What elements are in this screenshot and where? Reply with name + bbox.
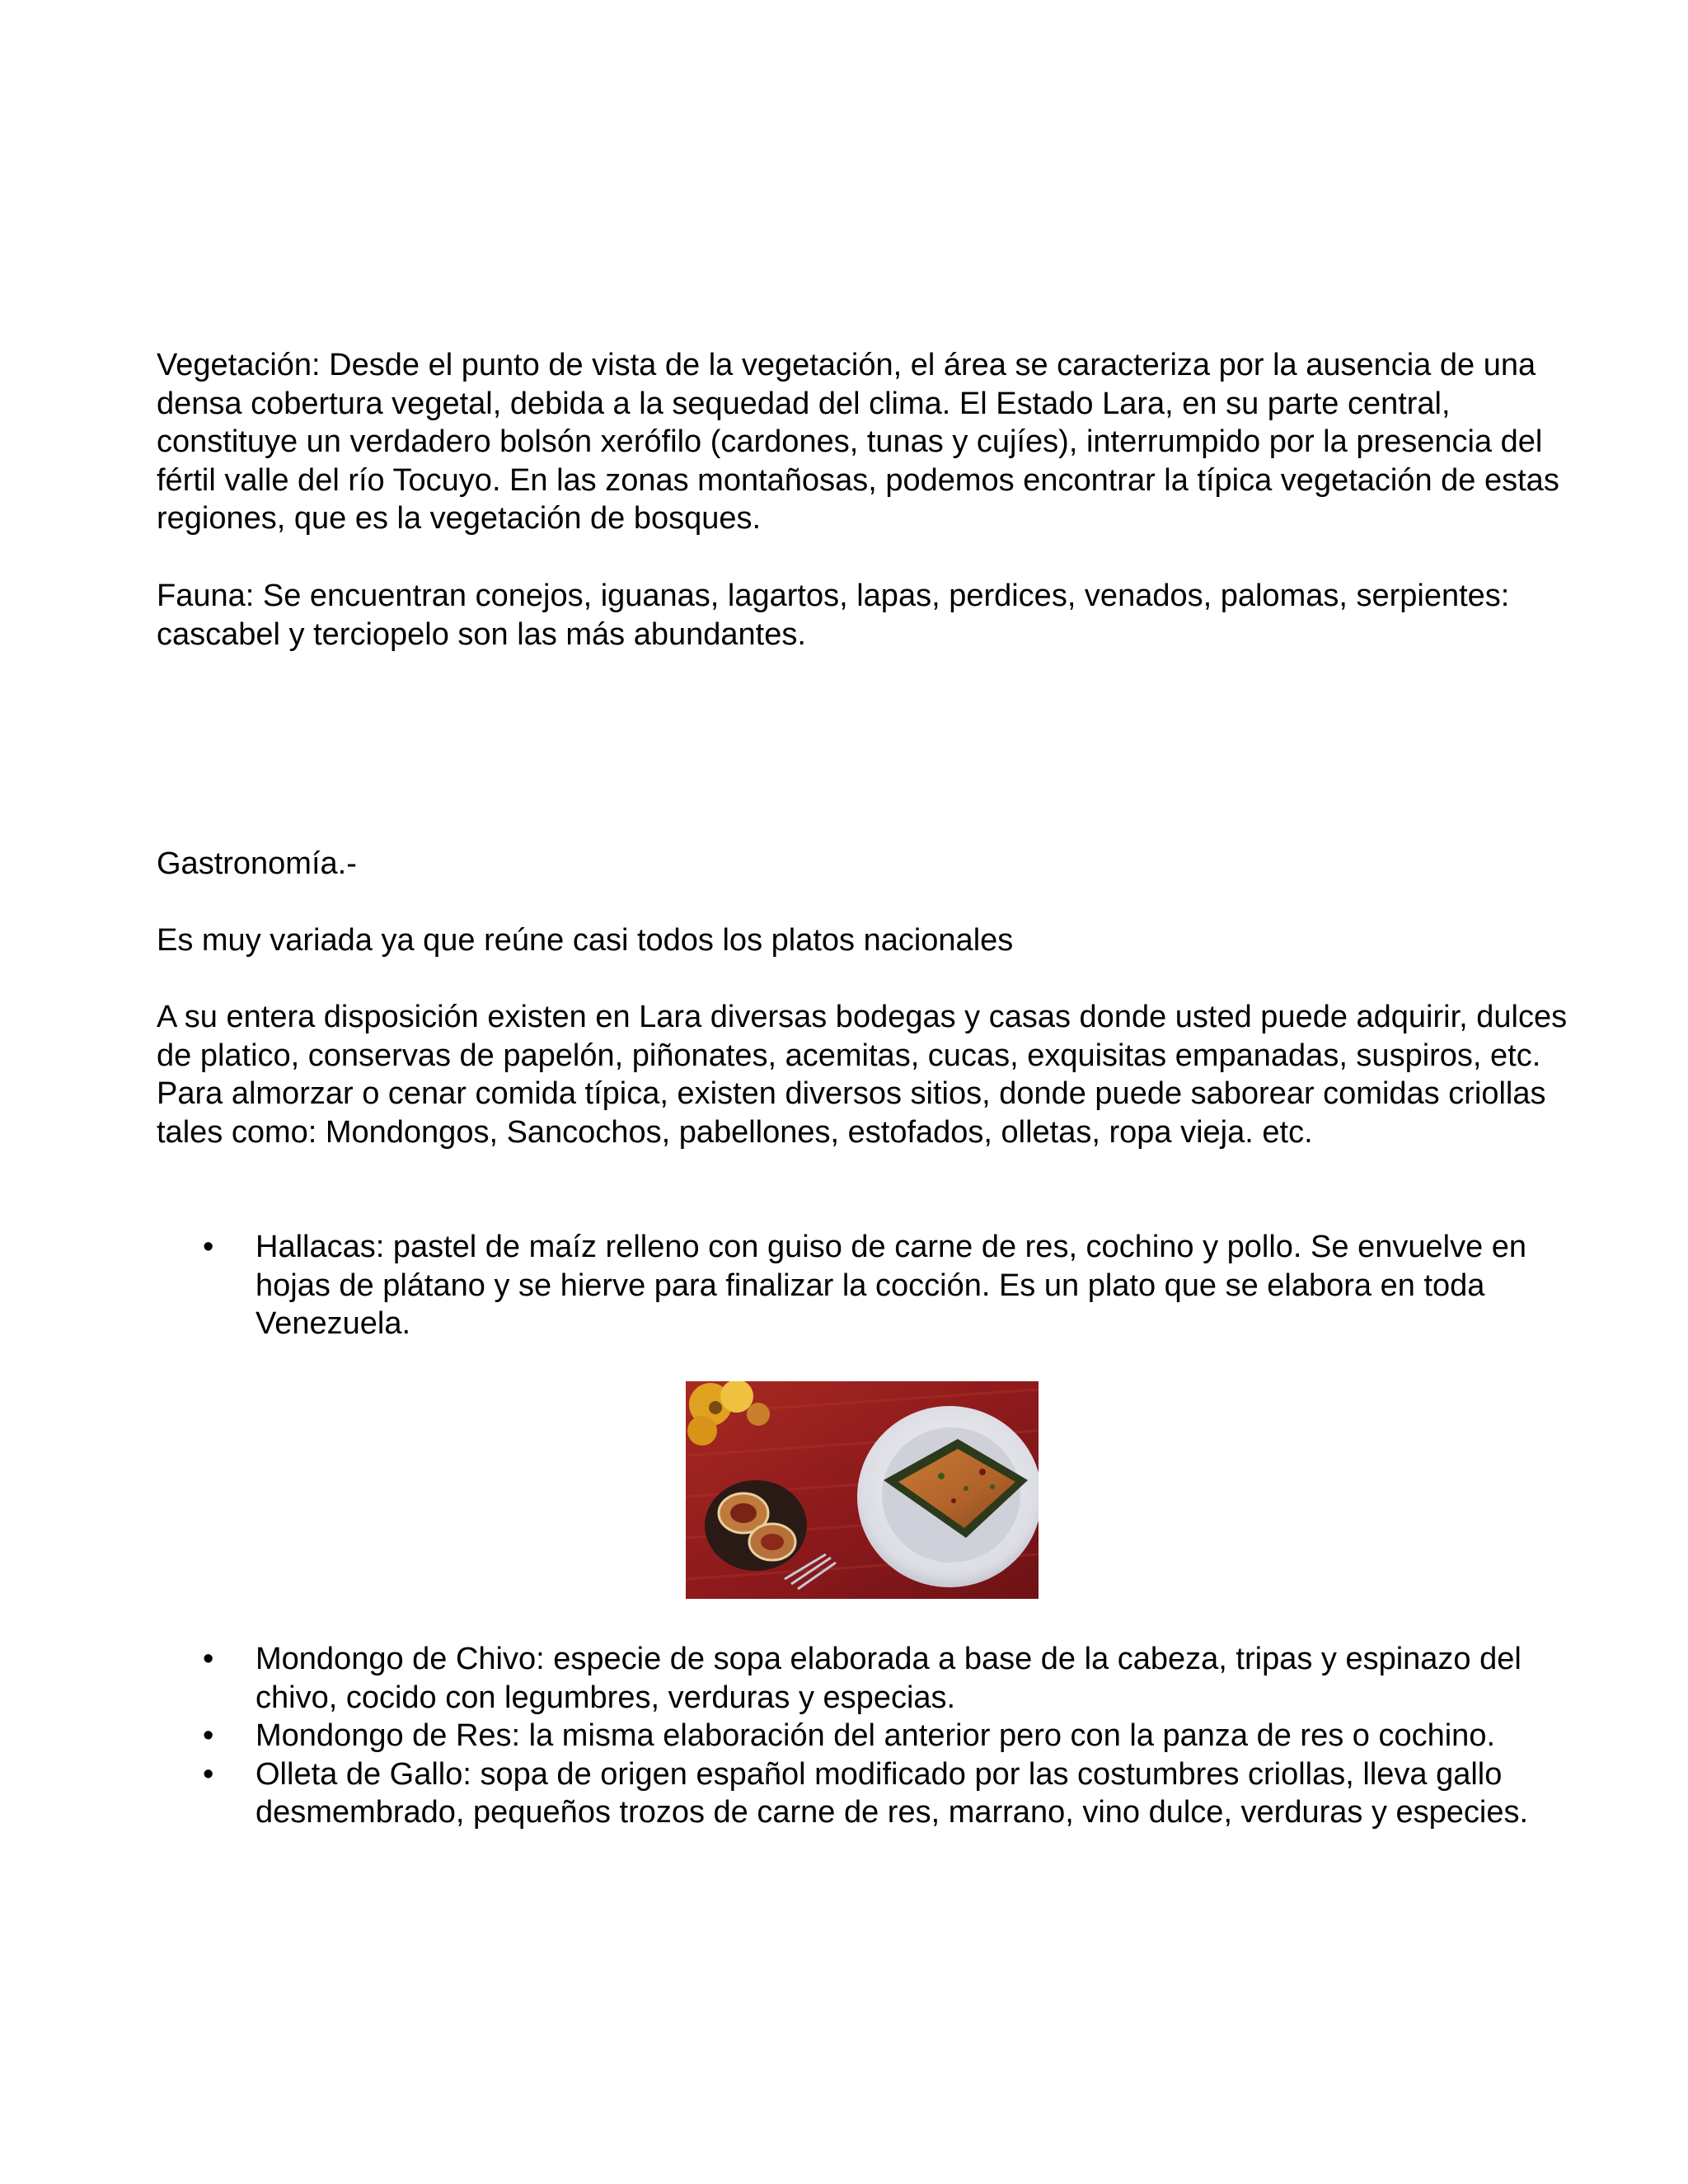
list-item-mondongo-res — [157, 1717, 1574, 1755]
gastronomia-intro: Es muy variada ya que reúne casi todos los platos nacionales — [157, 923, 1014, 958]
bullet-icon: • — [203, 1756, 214, 1792]
gastronomia-heading: Gastronomía.- — [157, 846, 357, 881]
list-item-text: Mondongo de Chivo: especie de sopa elaborada a base de la cabeza, tripas y espinazo del chivo, cocido con legumbres, verduras y especias. — [256, 1642, 1522, 1715]
list-item-text: Olleta de Gallo: sopa de origen español modificado por las costumbres criollas, lleva gallo desmembrado, pequeños trozos de carne de res, marrano, vino dulce, verduras y especies. — [256, 1756, 1529, 1830]
bullet-icon: • — [203, 1642, 214, 1676]
list-item-text: Hallacas: pastel de maíz relleno con guiso de carne de res, cochino y pollo. Se envuelve en hojas de plátano y se hierve para finalizar la cocción. Es un plato que se elabora en toda Venezuela. — [256, 1230, 1527, 1341]
dish-list-second — [157, 1640, 1574, 1832]
hallaca-photo — [686, 1381, 1039, 1599]
vegetacion-paragraph: Vegetación: Desde el punto de vista de la vegetación, el área se caracteriza por la ausencia de una densa cobertura vegetal, debida a la sequedad del clima. El Estado Lara, en su parte central, constituye un verdadero bolsón xerófilo (cardones, tunas y cujíes), interrumpido por la presencia del fértil valle del río Tocuyo. En las zonas montañosas, podemos encontrar la típica vegetación de estas regiones, que es la vegetación de bosques. — [157, 348, 1559, 536]
list-item-mondongo-chivo — [157, 1640, 1574, 1717]
dish-list-first — [157, 1228, 1574, 1343]
bullet-icon: • — [203, 1230, 214, 1264]
list-item-text: Mondongo de Res: la misma elaboración del anterior pero con la panza de res o cochino. — [256, 1718, 1496, 1753]
list-item-hallacas — [157, 1228, 1574, 1343]
list-item-olleta-gallo — [157, 1755, 1574, 1832]
fauna-paragraph: Fauna: Se encuentran conejos, iguanas, lagartos, lapas, perdices, venados, palomas, serpientes: cascabel y terciopelo son las más abundantes. — [157, 579, 1510, 652]
gastronomia-body: A su entera disposición existen en Lara diversas bodegas y casas donde usted puede adquirir, dulces de platico, conservas de papelón, piñonates, acemitas, cucas, exquisitas empanadas, suspiros, etc. Para almorzar o cenar comida típica, existen diversos sitios, donde puede saborear comidas criollas tales como: Mondongos, Sancochos, pabellones, estofados, olletas, ropa vieja. etc. — [157, 1000, 1568, 1150]
bullet-icon: • — [203, 1718, 214, 1753]
